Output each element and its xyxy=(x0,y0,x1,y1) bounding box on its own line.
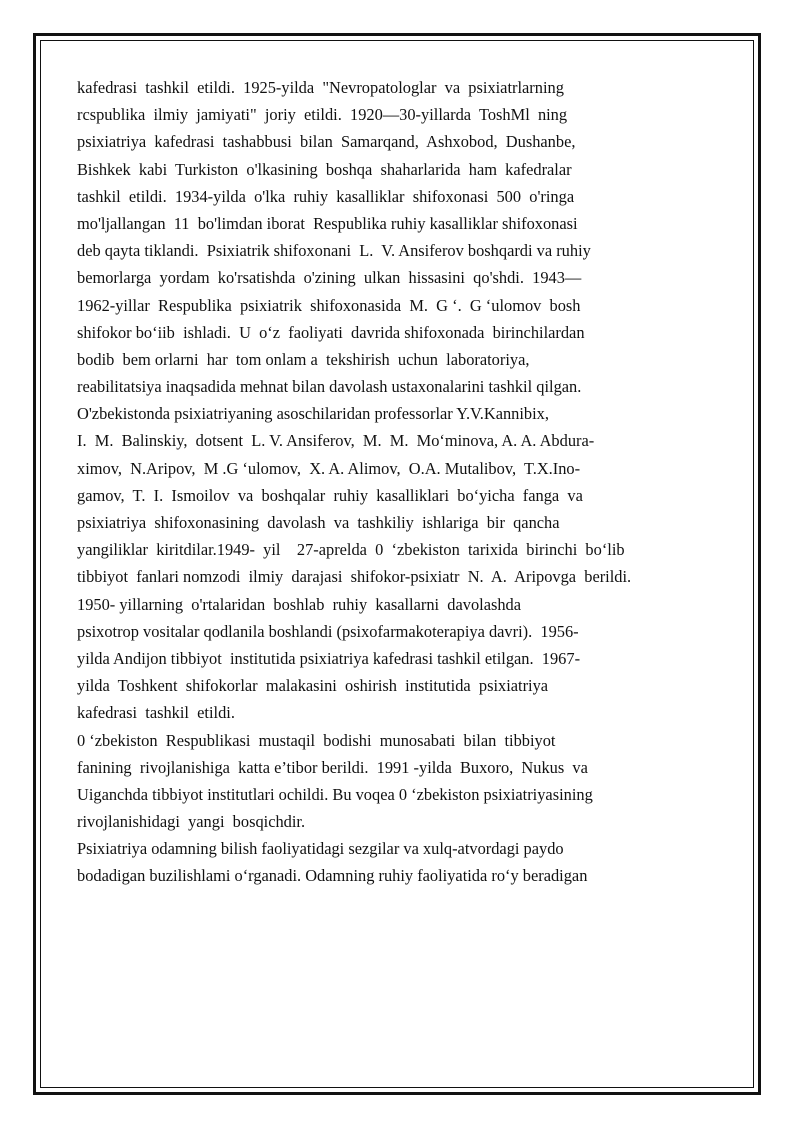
text-line: shifokor bo‘iib ishladi. U o‘z faoliyati davrida shifoxonada birinchilardan xyxy=(77,322,585,342)
text-line: reabilitatsiya inaqsadida mehnat bilan davolash ustaxonalarini tashkil qilgan. xyxy=(77,377,582,397)
text-line: Uiganchda tibbiyot institutlari ochildi. Bu voqea 0 ‘zbekiston psixiatriyasining xyxy=(77,784,593,804)
text-line: rcspublika ilmiy jamiyati" joriy etildi. 1920—30-yillarda ToshMl ning xyxy=(77,105,568,125)
text-line: deb qayta tiklandi. Psixiatrik shifoxonani L. V. Ansiferov boshqardi va ruhiy xyxy=(77,241,591,261)
text-line: yilda Toshkent shifokorlar malakasini oshirish institutida psixiatriya xyxy=(77,676,549,696)
text-line: tashkil etildi. 1934-yilda o'lka ruhiy kasalliklar shifoxonasi 500 o'ringa xyxy=(77,186,575,206)
text-line: fanining rivojlanishiga katta e’tibor berildi. 1991 -yilda Buxoro, Nukus va xyxy=(77,757,588,777)
text-line: I. M. Balinskiy, dotsent L. V. Ansiferov, M. M. Mo‘minova, A. A. Abdura- xyxy=(77,431,595,451)
text-line: bodib bem orlarni har tom onlam a tekshirish uchun laboratoriya, xyxy=(77,349,530,369)
text-line: 0 ‘zbekiston Respublikasi mustaqil bodishi munosabati bilan tibbiyot xyxy=(77,730,556,750)
text-line: bemorlarga yordam ko'rsatishda o'zining ulkan hissasini qo'shdi. 1943— xyxy=(77,268,582,288)
text-line: psixotrop vositalar qodlanila boshlandi (psixofarmakoterapiya davri). 1956- xyxy=(77,621,579,641)
text-line: kafedrasi tashkil etildi. 1925-yilda "Nevropatologlar va psixiatrlarning xyxy=(77,78,564,97)
text-line: 1962-yillar Respublika psixiatrik shifoxonasida M. G ‘. G ‘ulomov bosh xyxy=(77,295,581,315)
text-line: O'zbekistonda psixiatriyaning asoschilaridan professorlar Y.V.Kannibix, xyxy=(77,404,549,424)
text-line: Psixiatriya odamning bilish faoliyatidagi sezgilar va xulq-atvordagi paydo xyxy=(77,839,564,859)
text-line: tibbiyot fanlari nomzodi ilmiy darajasi shifokor-psixiatr N. A. Aripovga berildi. xyxy=(77,567,632,587)
text-line: yangiliklar kiritdilar.1949- yil 27-aprelda 0 ‘zbekiston tarixida birinchi bo‘lib xyxy=(77,540,625,560)
text-line: kafedrasi tashkil etildi. xyxy=(77,703,235,723)
text-line: ximov, N.Aripov, M .G ‘ulomov, X. A. Alimov, O.A. Mutalibov, T.X.Ino- xyxy=(77,458,581,478)
text-line: psixiatriya shifoxonasining davolash va tashkiliy ishlariga bir qancha xyxy=(77,513,560,532)
text-line: bodadigan buzilishlami o‘rganadi. Odamning ruhiy faoliyatida ro‘y beradigan xyxy=(77,866,588,886)
text-line: Bishkek kabi Turkiston o'lkasining boshqa shaharlarida ham kafedralar xyxy=(77,159,572,179)
text-line: gamov, T. I. Ismoilov va boshqalar ruhiy kasalliklari bo‘yicha fanga va xyxy=(77,485,583,505)
text-line: psixiatriya kafedrasi tashabbusi bilan Samarqand, Ashxobod, Dushanbe, xyxy=(77,132,576,152)
text-line: 1950- yillarning o'rtalaridan boshlab ruhiy kasallarni davolashda xyxy=(77,594,522,614)
text-line: mo'ljallangan 11 bo'limdan iborat Respublika ruhiy kasalliklar shifoxonasi xyxy=(77,213,578,233)
document-text-body xyxy=(77,74,737,890)
text-line: rivojlanishidagi yangi bosqichdir. xyxy=(77,812,306,832)
text-line: yilda Andijon tibbiyot institutida psixiatriya kafedrasi tashkil etilgan. 1967- xyxy=(77,648,581,668)
